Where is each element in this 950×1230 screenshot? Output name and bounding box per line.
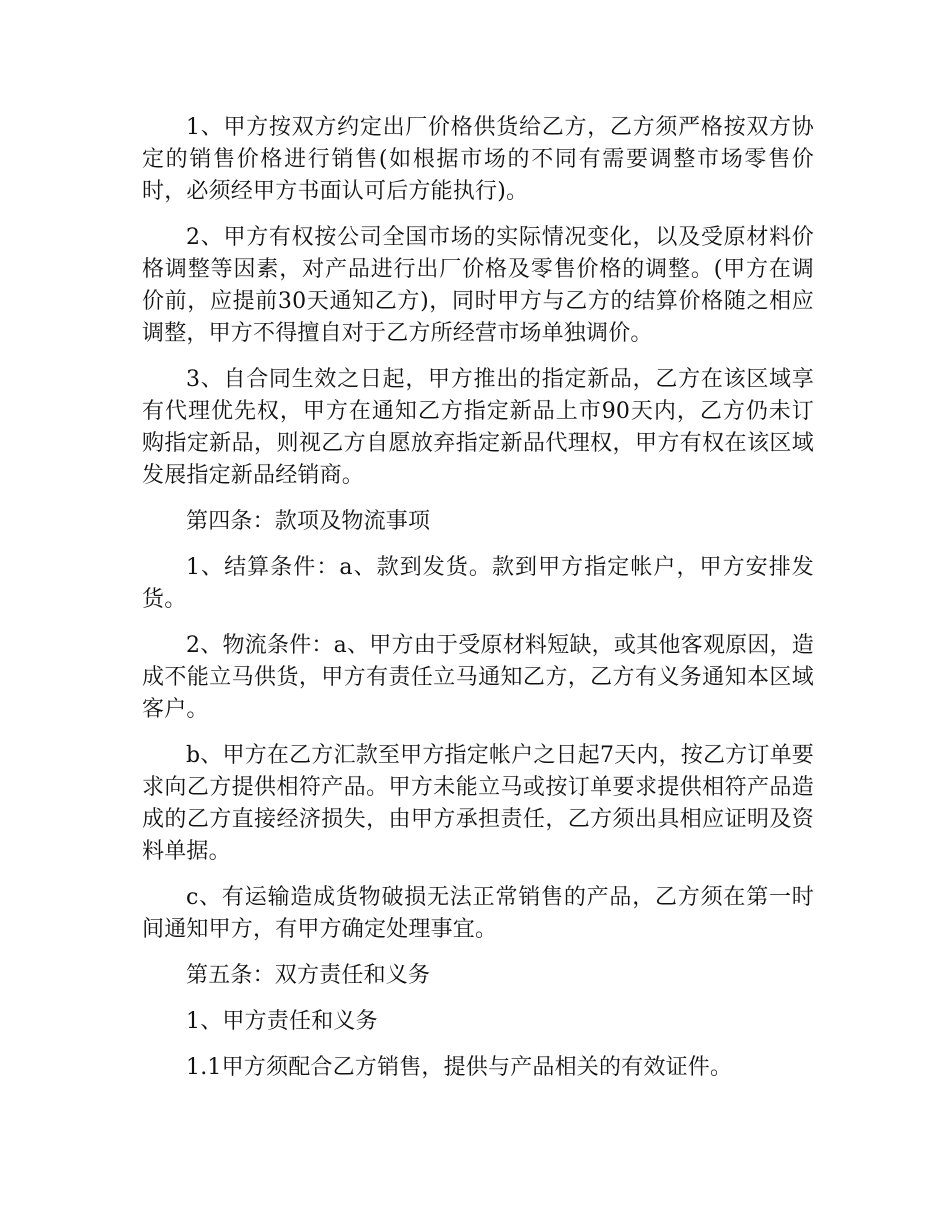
clause-price-adjustment: 2、甲方有权按公司全国市场的实际情况变化，以及受原材料价格调整等因素，对产品进行出厂价格及零售价格的调整。(甲方在调价前，应提前30天通知乙方)，同时甲方与乙方的结算价格随之相应调整，甲方不得擅自对于乙方所经营市场单独调价。 [142,225,814,346]
article-4-heading: 第四条：款项及物流事项 [186,509,431,534]
clause-new-product-priority: 3、自合同生效之日起，甲方推出的指定新品，乙方在该区域享有代理优先权，甲方在通知乙方指定新品上市90天内，乙方仍未订购指定新品，则视乙方自愿放弃指定新品代理权，甲方有权在该区域发展指定新品经销商。 [142,367,814,488]
article-5-heading: 第五条：双方责任和义务 [186,963,431,988]
clause-1-1: 1.1甲方须配合乙方销售，提供与产品相关的有效证件。 [186,1055,733,1080]
clause-price-supply: 1、甲方按双方约定出厂价格供货给乙方，乙方须严格按双方协定的销售价格进行销售(如根据市场的不同有需要调整市场零售价时，必须经甲方书面认可后方能执行)。 [142,115,814,204]
clause-logistics-a: 2、物流条件：a、甲方由于受原材料短缺，或其他客观原因，造成不能立马供货，甲方有责任立马通知乙方，乙方有义务通知本区域客户。 [142,633,814,722]
clause-logistics-c: c、有运输造成货物破损无法正常销售的产品，乙方须在第一时间通知甲方，有甲方确定处理事宜。 [142,885,814,942]
document-body [142,112,814,1098]
clause-settlement-terms: 1、结算条件：a、款到发货。款到甲方指定帐户，甲方安排发货。 [142,555,814,612]
party-a-duties-heading: 1、甲方责任和义务 [186,1009,378,1034]
clause-logistics-b: b、甲方在乙方汇款至甲方指定帐户之日起7天内，按乙方订单要求向乙方提供相符产品。甲方未能立马或按订单要求提供相符产品造成的乙方直接经济损失，由甲方承担责任，乙方须出具相应证明及资料单据。 [142,743,814,864]
